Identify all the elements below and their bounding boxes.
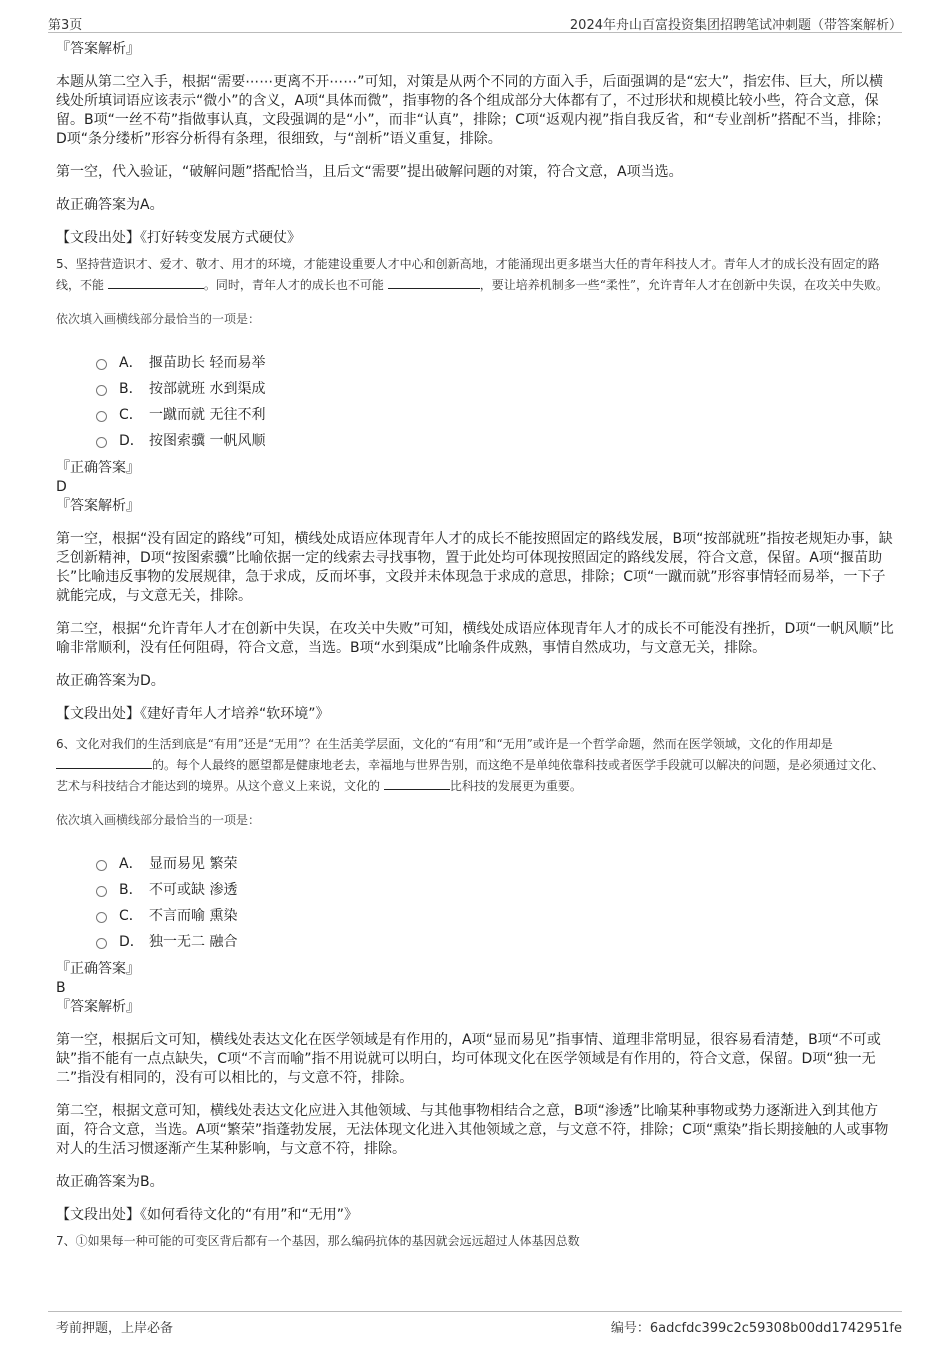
document-content [56,40,894,1252]
radio-icon[interactable] [96,938,107,949]
q6-analysis-label: 『答案解析』 [56,999,140,1015]
q6-option-b[interactable]: B． 不可或缺 渗透 [96,876,894,902]
q5-option-a[interactable]: A． 揠苗助长 轻而易举 [96,349,894,375]
document-id: 编号：6adcfdc399c2c59308b00dd1742951fe [610,1321,902,1336]
q6-option-a[interactable]: A． 显而易见 繁荣 [96,850,894,876]
q6-correct-answer: B [56,980,66,996]
q4-conclusion: 故正确答案为A。 [56,197,164,213]
q5-option-c[interactable]: C． 一蹴而就 无往不利 [96,401,894,427]
page-footer [48,1311,902,1336]
q6-prompt: 依次填入画横线部分最恰当的一项是： [56,813,261,827]
q5-blank-2 [388,275,480,289]
q4-analysis-p1: 本题从第二空入手，根据“需要⋯⋯更离不开⋯⋯”可知，对策是从两个不同的方面入手，后面强调的是“宏大”，指宏伟、巨大，所以横线处所填词语应该表示“微小”的含义，A项“具体而微”，指事物的各个组成部分大体都有了，不过形状和规模比较小些，符合文意，保留。B项“一丝不苟”指做事认真，文段强调的是“小”，而非“认真”，排除；C项“返观内视”指自我反省，和“专业剖析”搭配不当，排除；D项“条分缕析”形容分析得有条理，很细致，与“剖析”语义重复，排除。 [56,74,890,147]
q5-source: 【文段出处】《建好青年人才培养“软环境”》 [56,706,330,722]
radio-icon[interactable] [96,886,107,897]
radio-icon[interactable] [96,860,107,871]
q6-stem: 6、文化对我们的生活到底是“有用”还是“无用”？在生活美学层面，文化的“有用”和“无用”或许是一个哲学命题，然而在医学领域，文化的作用却是 的。每个人最终的愿望都是健康地老去，幸福地与世界告别，而这绝不是单纯依靠科技或者医学手段就可以解决的问题，是必须通过文化、艺术与科技结合才能达到的境界。从这个意义上来说，文化的 比科技的发展更为重要。 [56,737,885,793]
q5-conclusion: 故正确答案为D。 [56,673,165,689]
page-header [48,12,902,33]
q6-blank-1 [56,755,152,769]
footer-slogan: 考前押题，上岸必备 [56,1321,174,1336]
radio-icon[interactable] [96,359,107,370]
q6-analysis-p1: 第一空，根据后文可知，横线处表达文化在医学领域是有作用的，A项“显而易见”指事情、道理非常明显，很容易看清楚，B项“不可或缺”指不能有一点点缺失，C项“不言而喻”指不用说就可以明白，均可体现文化在医学领域是有作用的，符合文意，保留。D项“独一无二”指没有相同的，没有可以相比的，与文意不符，排除。 [56,1032,881,1086]
q6-options [96,850,894,954]
q5-number: 5、 [56,257,76,271]
q5-option-b[interactable]: B． 按部就班 水到渠成 [96,375,894,401]
q6-correct-label: 『正确答案』 [56,961,140,977]
q6-source: 【文段出处】《如何看待文化的“有用”和“无用”》 [56,1207,359,1223]
q5-analysis-p2: 第二空，根据“允许青年人才在创新中失误，在攻关中失败”可知，横线处成语应体现青年人才的成长不可能没有挫折，D项“一帆风顺”比喻非常顺利，没有任何阻碍，符合文意，当选。B项“水到渠成”比喻条件成熟，事情自然成功，与文意无关，排除。 [56,621,894,656]
document-title: 2024年舟山百富投资集团招聘笔试冲刺题（带答案解析） [569,18,902,33]
q4-analysis-label: 『答案解析』 [56,41,140,57]
q6-option-d[interactable]: D． 独一无二 融合 [96,928,894,954]
radio-icon[interactable] [96,411,107,422]
radio-icon[interactable] [96,437,107,448]
q6-number: 6、 [56,737,76,751]
q5-blank-1 [108,275,204,289]
q5-stem: 5、坚持营造识才、爱才、敬才、用才的环境，才能建设重要人才中心和创新高地，才能涌现出更多堪当大任的青年科技人才。青年人才的成长没有固定的路线，不能 。同时，青年人才的成长也不可能 ，要让培养机制多一些“柔性”，允许青年人才在创新中失误，在攻关中失败。 [56,257,888,292]
q5-analysis-label: 『答案解析』 [56,498,140,514]
q5-options [96,349,894,453]
q5-option-d[interactable]: D． 按图索骥 一帆风顺 [96,427,894,453]
page-number: 第3页 [48,18,83,33]
q4-analysis-p2: 第一空，代入验证，“破解问题”搭配恰当，且后文“需要”提出破解问题的对策，符合文意，A项当选。 [56,164,683,180]
q6-analysis-p2: 第二空，根据文意可知，横线处表达文化应进入其他领域、与其他事物相结合之意，B项“渗透”比喻某种事物或势力逐渐进入到其他方面，符合文意，当选。A项“繁荣”指蓬勃发展，无法体现文化进入其他领域之意，与文意不符，排除；C项“熏染”指长期接触的人或事物对人的生活习惯逐渐产生某种影响，与文意不符，排除。 [56,1103,889,1157]
q5-correct-answer: D [56,479,67,495]
q7-number: 7、 [56,1234,76,1248]
q5-prompt: 依次填入画横线部分最恰当的一项是： [56,312,261,326]
radio-icon[interactable] [96,385,107,396]
q6-blank-2 [384,776,450,790]
q5-correct-label: 『正确答案』 [56,460,140,476]
q4-source: 【文段出处】《打好转变发展方式硬仗》 [56,230,301,246]
q6-conclusion: 故正确答案为B。 [56,1174,164,1190]
radio-icon[interactable] [96,912,107,923]
q6-option-c[interactable]: C． 不言而喻 熏染 [96,902,894,928]
q5-analysis-p1: 第一空，根据“没有固定的路线”可知，横线处成语应体现青年人才的成长不能按照固定的路线发展，B项“按部就班”指按老规矩办事，缺乏创新精神，D项“按图索骥”比喻依据一定的线索去寻找事物，置于此处均可体现按照固定的路线发展，符合文意，保留。A项“揠苗助长”比喻违反事物的发展规律，急于求成，反而坏事，文段并未体现急于求成的意思，排除；C项“一蹴而就”形容事情轻而易举，一下子就能完成，与文意无关，排除。 [56,531,893,604]
q7-stem: 7、①如果每一种可能的可变区背后都有一个基因，那么编码抗体的基因就会远远超过人体基因总数 [56,1234,580,1248]
